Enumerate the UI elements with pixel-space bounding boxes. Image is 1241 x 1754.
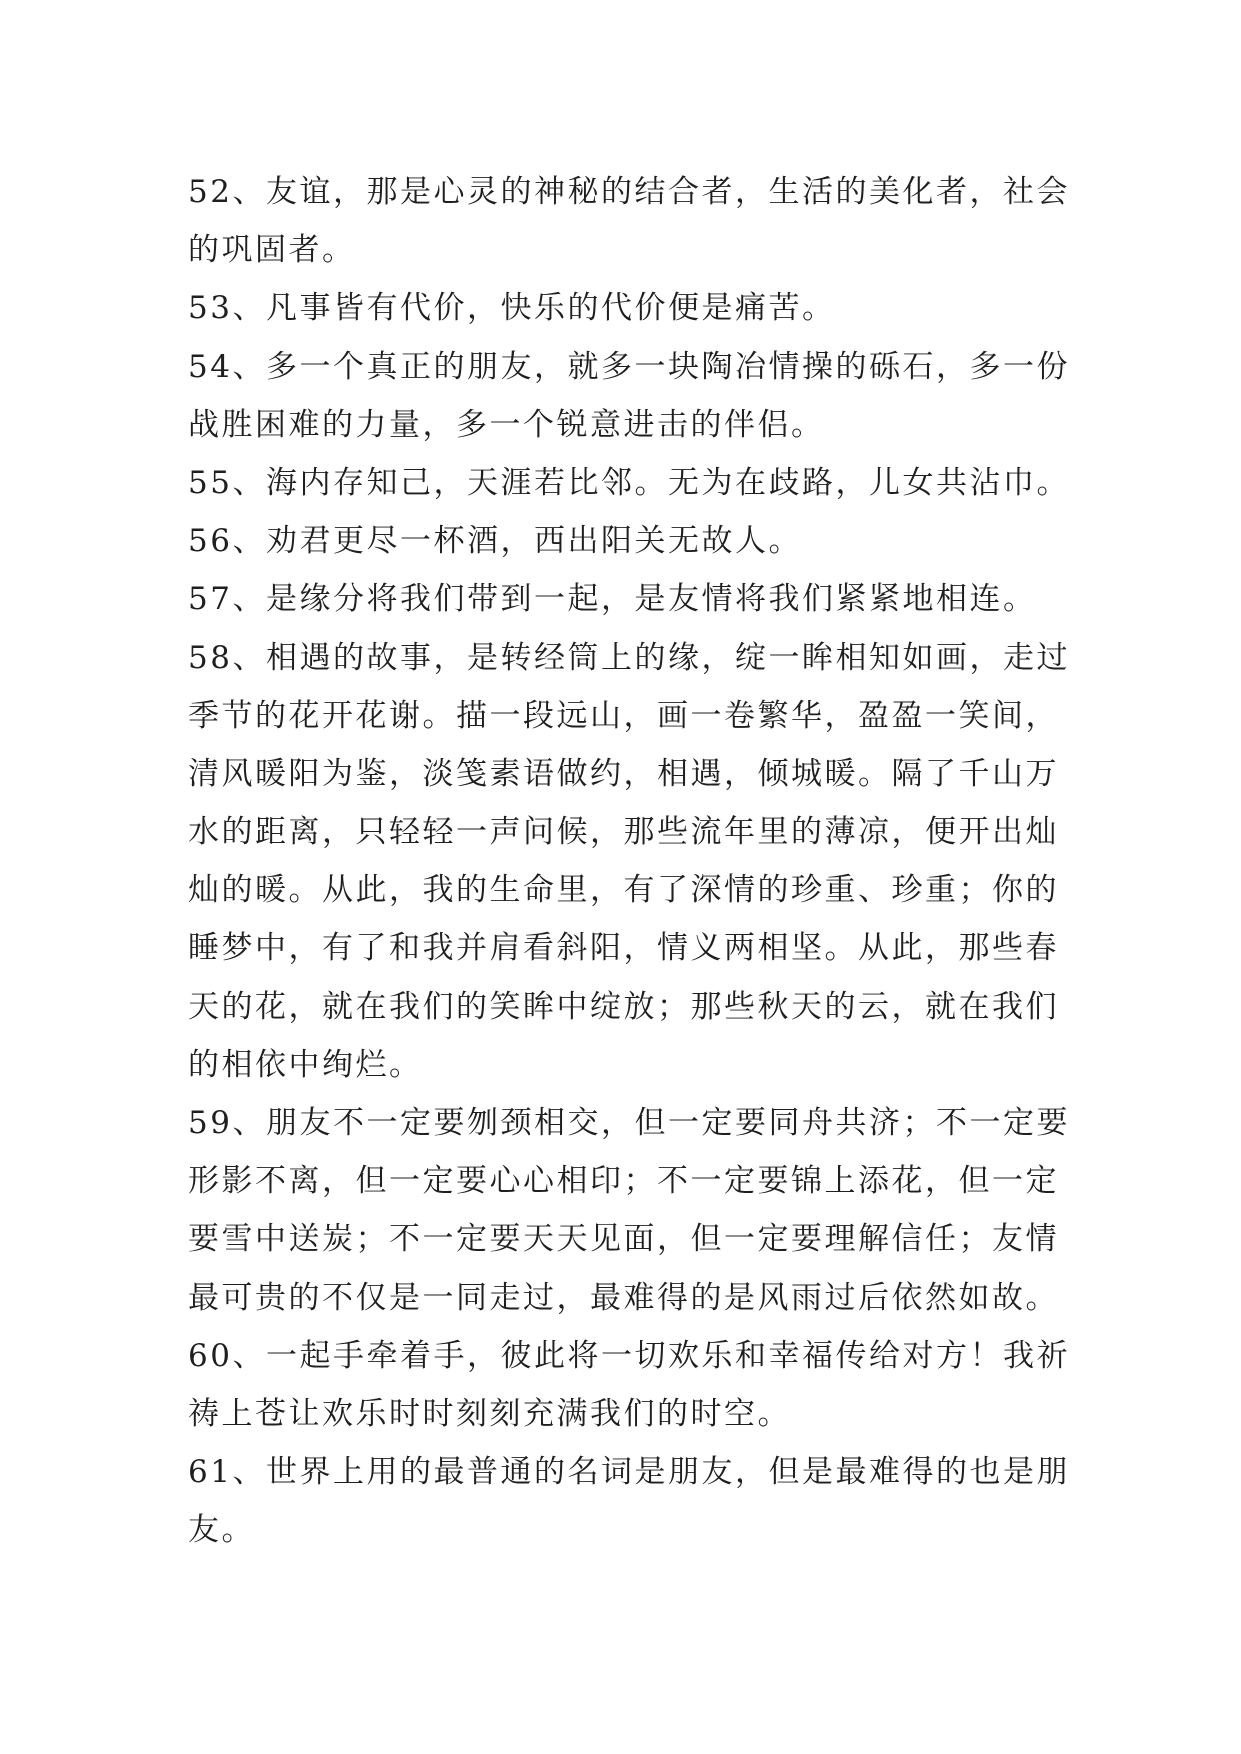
text-line: 战胜困难的力量，多一个锐意进击的伴侣。 [188,406,825,443]
text-line: 54、多一个真正的朋友，就多一块陶冶情操的砾石，多一份 [188,348,1070,385]
document-body [188,163,1068,1560]
text-line: 祷上苍让欢乐时时刻刻充满我们的时空。 [188,1395,791,1432]
text-line: 56、劝君更尽一杯酒，西出阳关无故人。 [188,523,802,560]
text-line: 要雪中送炭；不一定要天天见面，但一定要理解信任；友情 [188,1221,1059,1258]
text-line: 友。 [188,1512,255,1549]
text-line: 60、一起手牵着手，彼此将一切欢乐和幸福传给对方！我祈 [188,1337,1070,1374]
text-line: 53、凡事皆有代价，快乐的代价便是痛苦。 [188,290,836,327]
text-line: 天的花，就在我们的笑眸中绽放；那些秋天的云，就在我们 [188,988,1059,1025]
text-line: 最可贵的不仅是一同走过，最难得的是风雨过后依然如故。 [188,1279,1059,1316]
text-line: 61、世界上用的最普通的名词是朋友，但是最难得的也是朋 [188,1454,1070,1491]
text-line: 形影不离，但一定要心心相印；不一定要锦上添花，但一定 [188,1163,1059,1200]
text-line: 水的距离，只轻轻一声问候，那些流年里的薄凉，便开出灿 [188,814,1059,851]
text-line: 睡梦中，有了和我并肩看斜阳，情义两相坚。从此，那些春 [188,930,1059,967]
text-line: 55、海内存知己，天涯若比邻。无为在歧路，儿女共沾巾。 [188,464,1070,501]
text-line: 季节的花开花谢。描一段远山，画一卷繁华，盈盈一笑间， [188,697,1059,734]
text-line: 59、朋友不一定要刎颈相交，但一定要同舟共济；不一定要 [188,1105,1070,1141]
text-line: 灿的暖。从此，我的生命里，有了深情的珍重、珍重；你的 [188,872,1059,909]
text-line: 57、是缘分将我们带到一起，是友情将我们紧紧地相连。 [188,581,1037,618]
text-line: 清风暖阳为鉴，淡笺素语做约，相遇，倾城暖。隔了千山万 [188,755,1059,792]
text-line: 58、相遇的故事，是转经筒上的缘，绽一眸相知如画，走过 [188,639,1070,676]
text-line: 52、友谊，那是心灵的神秘的结合者，生活的美化者，社会 [188,174,1070,210]
text-line: 的相依中绚烂。 [188,1046,423,1083]
text-line: 的巩固者。 [188,232,356,269]
